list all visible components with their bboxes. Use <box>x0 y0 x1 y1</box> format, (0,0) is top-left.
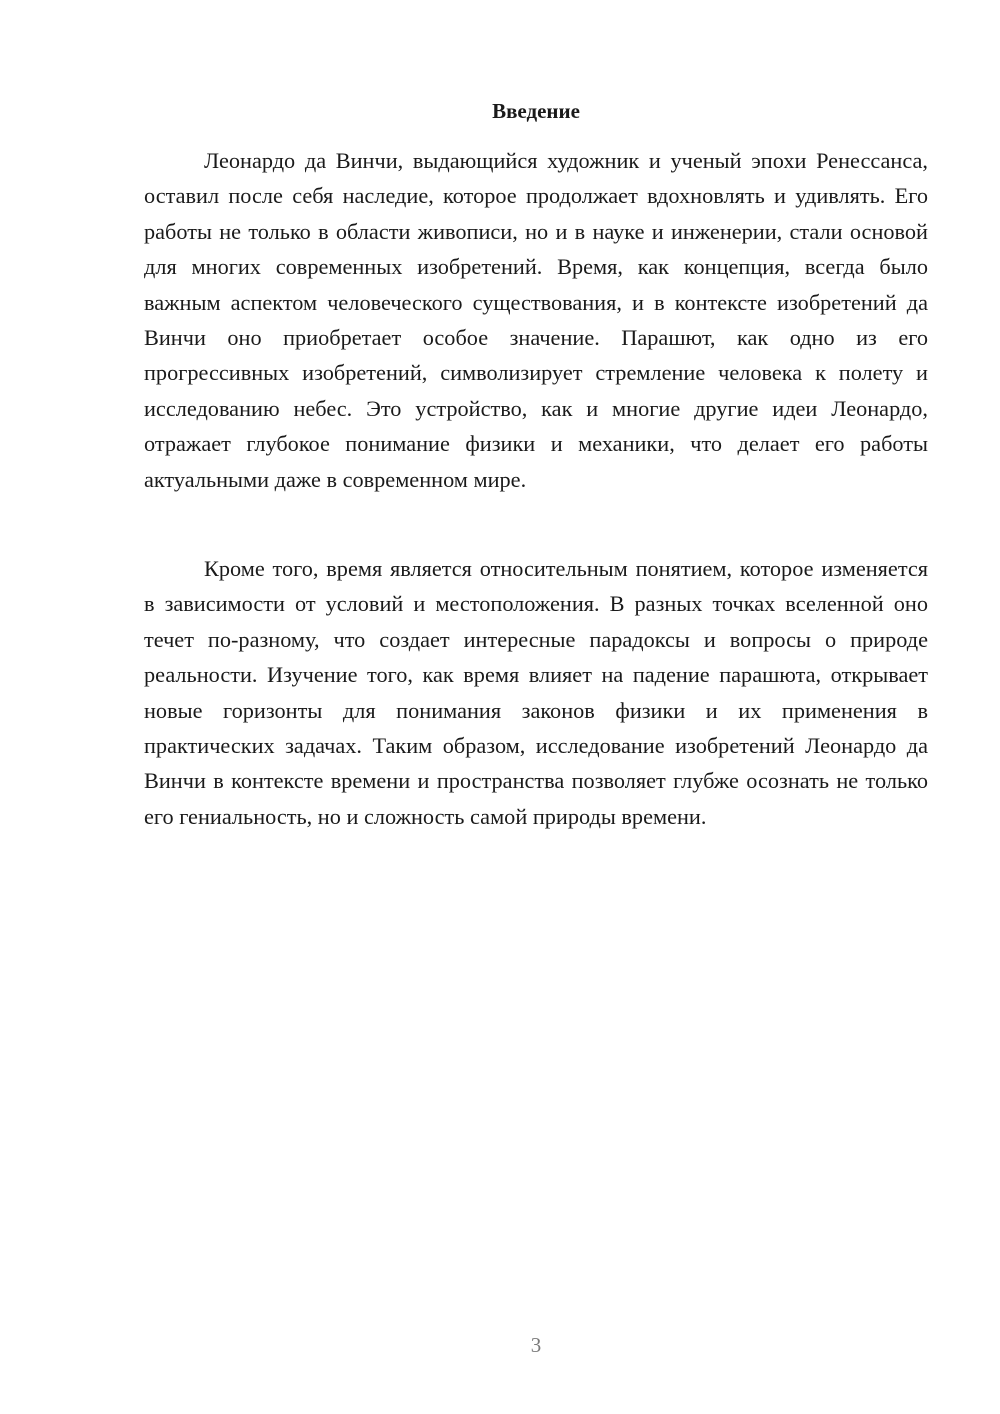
paragraph-2: Кроме того, время является относительным понятием, которое изменяется в зависимости от условий и местоположения. В разных точках вселенной оно течет по-разному, что создает интересные парадоксы и вопросы о природе реальности. Изучение того, как время влияет на падение парашюта, открывает новые горизонты для понимания законов физики и их применения в практических задачах. Таким образом, исследование изобретений Леонардо да Винчи в контексте времени и пространства позволяет глубже осознать не только его гениальность, но и сложность самой природы времени. <box>144 556 928 829</box>
page-number: 3 <box>530 1333 542 1357</box>
paragraph-1: Леонардо да Винчи, выдающийся художник и ученый эпохи Ренессанса, оставил после себя наследие, которое продолжает вдохновлять и удивлять. Его работы не только в области живописи, но и в науке и инженерии, стали основой для многих современных изобретений. Время, как концепция, всегда было важным аспектом человеческого существования, и в контексте изобретений да Винчи оно приобретает особое значение. Парашют, как одно из его прогрессивных изобретений, символизирует стремление человека к полету и исследованию небес. Это устройство, как и многие другие идеи Леонардо, отражает глубокое понимание физики и механики, что делает его работы актуальными даже в современном мире. <box>144 148 928 492</box>
section-heading: Введение <box>492 99 580 123</box>
